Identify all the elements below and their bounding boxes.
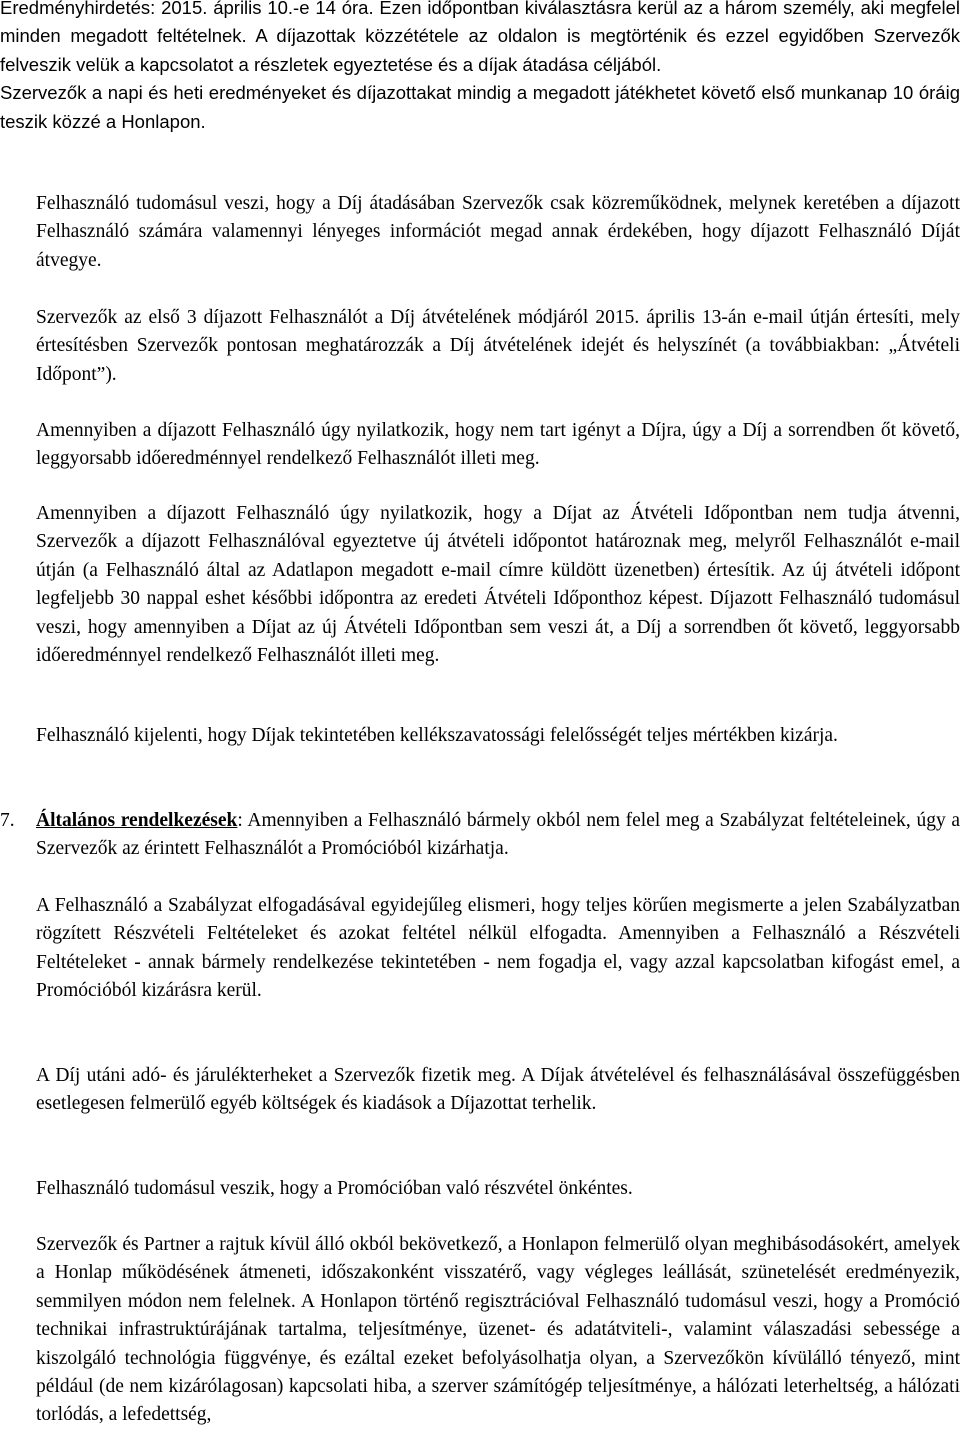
paragraph-new-date [0,500,960,670]
paragraph-taxes [0,1062,960,1119]
paragraph-text: Felhasználó kijelenti, hogy Díjak tekintetében kellékszavatossági felelősségét teljes mértékben kizárja. [36,725,838,746]
paragraph-acceptance [0,892,960,1006]
paragraph-text: Amennyiben a díjazott Felhasználó úgy nyilatkozik, hogy nem tart igényt a Díjra, úgy a Díj a sorrendben őt követő, leggyorsabb időeredménnyel rendelkező Felhasználót illeti meg. [36,420,960,470]
paragraph-text: A Díj utáni adó- és járulékterheket a Szervezők fizetik meg. A Díjak átvételével és felhasználásával összefüggésben esetlegesen felmerülő egyéb költségek és kiadások a Díjazottat terhelik. [36,1065,960,1115]
paragraph-voluntary [0,1175,960,1203]
paragraph-decline-prize [0,417,960,474]
paragraph-prize-handover [0,190,960,275]
section-7 [0,807,960,864]
paragraph-results-announcement [0,0,960,136]
paragraph-text: Felhasználó tudomásul veszi, hogy a Díj átadásában Szervezők csak közreműködnek, melynek keretében a díjazott Felhasználó számára valamennyi lényeges információt megad annak érdekében, hogy díjazott Felhasználó Díját átvegye. [36,193,960,271]
paragraph-text: Felhasználó tudomásul veszik, hogy a Promócióban való részvétel önkéntes. [36,1178,633,1199]
paragraph-warranty [0,722,960,750]
paragraph-text: Eredményhirdetés: 2015. április 10.-e 14 óra. Ezen időpontban kiválasztásra kerül az a három személy, aki megfelel minden megadott feltételnek. A díjazottak közzététele az oldalon is megtörténik és ezzel egyidőben Szervezők felveszik velük a kapcsolatot a részletek egyeztetése és a díjak átadása céljából. [0,0,960,75]
paragraph-text: Szervezők és Partner a rajtuk kívül álló okból bekövetkező, a Honlapon felmerülő olyan meghibásodásokért, amelyek a Honlap működésének átmeneti, időszakonként visszatérő, vagy végleges leállását, szünetelését eredményezik, semmilyen módon nem felelnek. A Honlapon történő regisztrációval Felhasználó tudomásul veszi, hogy a Promóció technikai infrastruktúrájának tartalma, teljesítménye, üzenet- és adatátviteli-, valamint válaszadási sebessége a kiszolgáló technológia függvénye, és ezáltal ezeket befolyásolhatja olyan, a Szervezőkön kívülálló tényező, mint például (de nem kizárólagosan) kapcsolati hiba, a szerver számítógép teljesítménye, a hálózati leterheltség, a hálózati torlódás, a lefedettség, [36,1234,960,1426]
paragraph-weekly-results: Szervezők a napi és heti eredményeket és díjazottakat mindig a megadott játékhetet követő első munkanap 10 óráig teszik közzé a Honlapon. [0,82,960,132]
paragraph-liability [0,1231,960,1430]
section-number: 7. [0,810,15,831]
section-7-text [0,807,960,864]
paragraph-text: Amennyiben a díjazott Felhasználó úgy nyilatkozik, hogy a Díjat az Átvételi Időpontban nem tudja átvenni, Szervezők a díjazott Felhasználóval egyeztetve új átvételi időpontot határoznak meg, melyről Felhasználót e-mail útján (a Felhasználó által az Adatlapon megadott e-mail címre küldött üzenetben) értesítik. Az új átvételi időpont legfeljebb 30 nappal eshet későbbi időpontra az eredeti Átvételi Időponthoz képest. Díjazott Felhasználó tudomásul veszi, hogy amennyiben a Díjat az új Átvételi Időpontban sem veszi át, a Díj a sorrendben őt követő, leggyorsabb időeredménnyel rendelkező Felhasználót illeti meg. [36,503,960,667]
section-heading: Általános rendelkezések [36,810,238,831]
section-heading-rest: : Amennyiben a Felhasználó bármely okból nem felel meg a Szabályzat feltételeinek, úgy a Szervezők az érintett Felhasználót a Promócióból kizárhatja. [36,810,960,860]
paragraph-text: A Felhasználó a Szabályzat elfogadásával egyidejűleg elismeri, hogy teljes körűen megismerte a jelen Szabályzatban rögzített Részvételi Feltételeket és azokat feltétel nélkül elfogadta. Amennyiben a Felhasználó a Részvételi Feltételeket - annak bármely rendelkezése tekintetében - nem fogadja el, vagy azzal kapcsolatban kifogást emel, a Promócióból kizárásra kerül. [36,895,960,1002]
paragraph-text: Szervezők az első 3 díjazott Felhasználót a Díj átvételének módjáról 2015. április 13-án e-mail útján értesíti, mely értesítésben Szervezők pontosan meghatározzák a Díj átvételének idejét és helyszínét (a továbbiakban: „Átvételi Időpont”). [36,307,960,385]
paragraph-notification [0,304,960,389]
